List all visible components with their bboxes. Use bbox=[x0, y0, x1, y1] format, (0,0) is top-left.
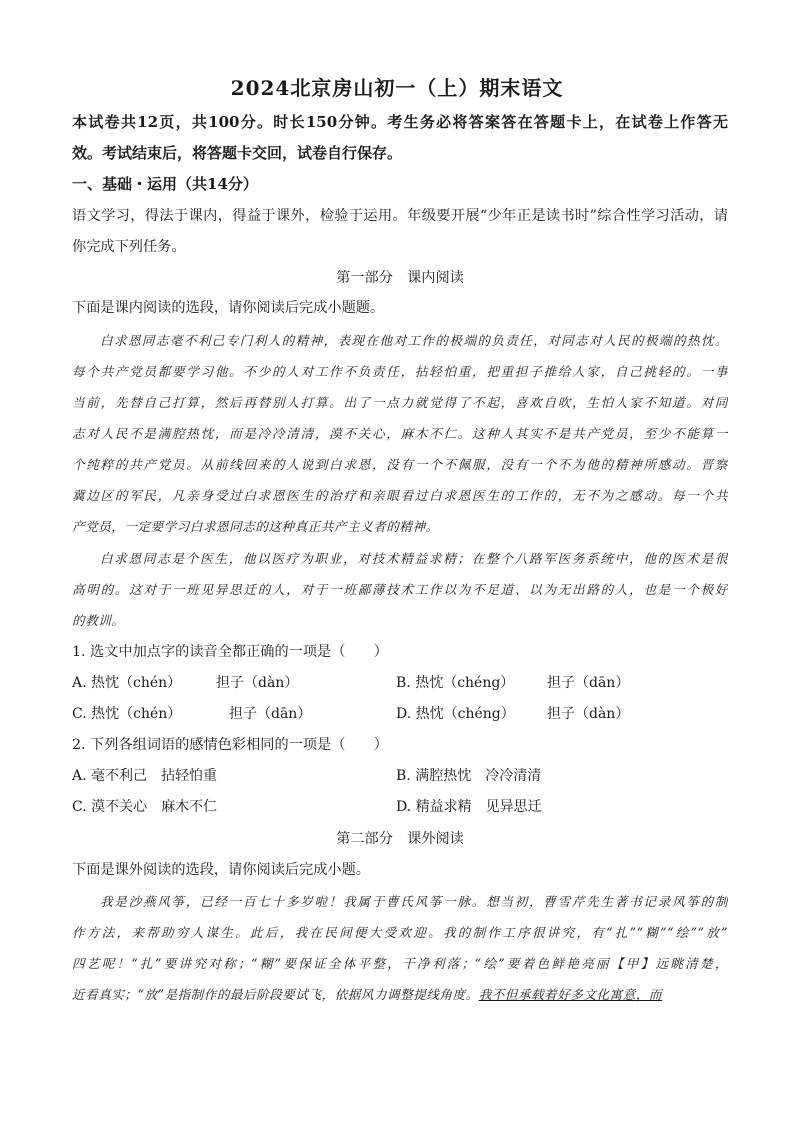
q2-option-c: C. 漠不关心 麻木不仁 bbox=[72, 799, 218, 815]
passage1-line-7: 产党员，一定要学习白求恩同志的这种真正共产主义者的精神。 bbox=[72, 519, 439, 534]
q1-option-d-1: D. 热忱（chéng） bbox=[396, 706, 515, 722]
instructions-line-1: 本试卷共12页，共100分。时长150分钟。考生务必将答案答在答题卡上，在试卷上作答无 bbox=[72, 113, 728, 131]
section1-intro-line-2: 你完成下列任务。 bbox=[72, 239, 186, 255]
q1-option-c-2: 担子（dān） bbox=[229, 706, 312, 722]
part1-heading: 第一部分 课内阅读 bbox=[336, 270, 464, 286]
q1-option-b-2: 担子（dān） bbox=[547, 675, 630, 691]
passage2-line-2: 高明的。这对于一班见异思迁的人，对于一班鄙薄技术工作以为不足道、以为无出路的人，也是一个极好 bbox=[72, 582, 728, 597]
passage2-line-3: 的教训。 bbox=[72, 613, 125, 628]
passage3-underlined-sentence: 我不但承载着好多文化寓意，而 bbox=[478, 987, 663, 1002]
part1-intro: 下面是课内阅读的选段，请你阅读后完成小题题。 bbox=[72, 300, 385, 316]
q2-stem: 2. 下列各组词语的感情色彩相同的一项是（ ） bbox=[72, 737, 388, 753]
passage1-line-4: 志对人民不是满腔热忱，而是冷冷清清，漠不关心，麻木不仁。这种人其实不是共产党员，至少不能算一 bbox=[72, 426, 728, 441]
section1-heading: 一、基础・运用（共14分） bbox=[72, 175, 258, 193]
q1-option-d-2: 担子（dàn） bbox=[547, 706, 630, 722]
section1-intro-line-1: 语文学习，得法于课内，得益于课外，检验于运用。年级要开展“少年正是读书时”综合性学习活动，请 bbox=[72, 208, 728, 224]
passage1-line-3: 当前，先替自己打算，然后再替别人打算。出了一点力就觉得了不起，喜欢自吹，生怕人家不知道。对同 bbox=[72, 395, 728, 410]
passage3-line-4-text: 近看真实；“放”是指制作的最后阶段要试飞，依据风力调整提线角度。 bbox=[72, 987, 479, 1002]
q1-option-a-1: A. 热忱（chén） bbox=[72, 675, 182, 691]
passage3-line-1: 我是沙燕风筝，已经一百七十多岁啦！我属于曹氏风筝一脉。想当初，曹雪芹先生著书记录风筝的制 bbox=[100, 894, 728, 909]
exam-title: 2024北京房山初一（上）期末语文 bbox=[230, 76, 564, 100]
passage1-line-5: 个纯粹的共产党员。从前线回来的人说到白求恩，没有一个不佩服，没有一个不为他的精神所感动。晋察 bbox=[72, 457, 728, 472]
passage1-line-6: 冀边区的军民，凡亲身受过白求恩医生的治疗和亲眼看过白求恩医生的工作的，无不为之感动。每一个共 bbox=[72, 488, 728, 503]
passage3-line-4 bbox=[72, 984, 728, 1003]
passage2-line-1: 白求恩同志是个医生，他以医疗为职业，对技术精益求精；在整个八路军医务系统中，他的医术是很 bbox=[100, 551, 728, 566]
passage1-line-1: 白求恩同志毫不利己专门利人的精神，表现在他对工作的极端的负责任，对同志对人民的极端的热忱。 bbox=[100, 333, 728, 348]
part2-intro: 下面是课外阅读的选段，请你阅读后完成小题。 bbox=[72, 862, 370, 878]
q1-option-c-1: C. 热忱（chén） bbox=[72, 706, 182, 722]
part2-heading: 第二部分 课外阅读 bbox=[336, 831, 464, 847]
q2-option-d: D. 精益求精 见异思迁 bbox=[396, 799, 542, 815]
q2-option-a: A. 毫不利己 拈轻怕重 bbox=[72, 768, 218, 784]
q1-option-b-1: B. 热忱（chéng） bbox=[396, 675, 515, 691]
q1-stem: 1. 选文中加点字的读音全都正确的一项是（ ） bbox=[72, 644, 388, 660]
passage3-line-2: 作方法，来帮助穷人谋生。此后，我在民间便大受欢迎。我的制作工序很讲究，有“扎”“糊”“绘”“放” bbox=[72, 925, 728, 940]
instructions-line-2: 效。考试结束后，将答题卡交回，试卷自行保存。 bbox=[72, 144, 403, 162]
q2-option-b: B. 满腔热忱 冷冷清清 bbox=[396, 768, 542, 784]
passage3-line-3: 四艺呢！“扎”要讲究对称；“糊”要保证全体平整，干净利落；“绘”要着色鲜艳亮丽【甲】远眺清楚， bbox=[72, 956, 728, 971]
passage1-line-2: 每个共产党员都要学习他。不少的人对工作不负责任，拈轻怕重，把重担子推给人家，自己挑轻的。一事 bbox=[72, 364, 728, 379]
q1-option-a-2: 担子（dàn） bbox=[216, 675, 299, 691]
